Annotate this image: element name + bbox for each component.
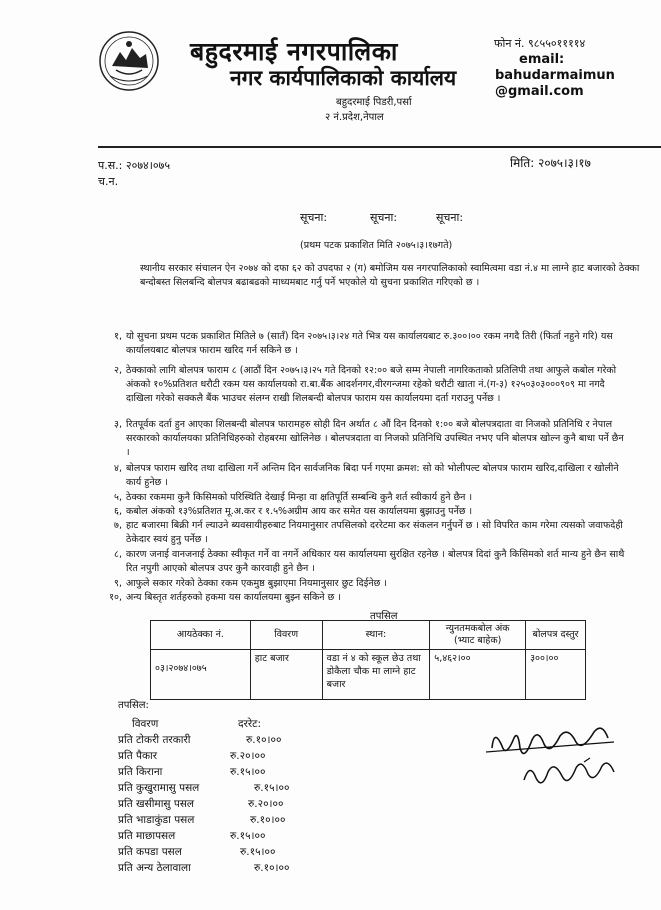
table-cell: ५,४६२।०० [430, 650, 526, 700]
address-line-1: बहुदरमाई पिडरी,पर्सा [336, 97, 412, 108]
item-text: अन्य बिस्तृत शर्तहरुको हकमा यस कार्यालयमा बुझ्न सकिने छ । [126, 592, 341, 603]
rate-label: प्रति कुखुरामासु पसल [118, 782, 200, 794]
notice-heading-2: सूचना: [370, 211, 398, 224]
item-number: ५, [114, 492, 122, 503]
rate-label: प्रति पैकार [118, 750, 158, 762]
first-published-date: (प्रथम पटक प्रकाशित मिति २०७५।३।१७गते) [300, 240, 453, 251]
item-number: १, [114, 331, 122, 342]
rates-col-rate: दररेट: [238, 718, 261, 730]
email-label: email: [519, 52, 565, 67]
table-header-cell: बोलपत्र दस्तुर [526, 621, 586, 650]
table-header-cell: स्थान: [322, 621, 430, 650]
handwritten-signature [484, 718, 634, 798]
table-cell: हाट बजार [250, 650, 322, 700]
item-text: कबोल अंकको १३%प्रतिशत मू.अ.कर र १.५%अग्रीम आय कर समेत यस कार्यालयमा बुझाउनु पर्नेछ । [126, 506, 473, 517]
item-text: रितपूर्वक दर्ता हुन आएका शिलबन्दी बोलपत्र फारामहरु सोही दिन अर्थात ८ औं दिन दिनको १:०० बजे बोलपत्रदाता वा निजको प्रतिनिधि र नेपाल सरकारको कार्यालयका प्रतिनिधिहरुको रोहबरमा खोलिनेछ । बोलपत्रदाता वा निजको प्रतिनिधि उपस्थित नभए पनि बोलपत्र खोल्न कुनै बाधा पर्ने छैन । [126, 419, 624, 458]
table-row [151, 650, 586, 700]
item-text: यो सुचना प्रथम पटक प्रकाशित मितिले ७ (सातँ) दिन २०७५।३।२४ गते भित्र यस कार्यालयबाट रु.३००।०० रकम नगदै तिरी (फिर्ता नहुने गरि) यस कार्यालयबाट बोलपत्र फाराम खरिद गर्न सकिने छ । [126, 331, 613, 356]
rate-value: रु.१५।०० [254, 782, 290, 794]
rate-value: रु.१०।०० [254, 862, 290, 874]
notice-heading-1: सूचना: [300, 211, 328, 224]
item-number: ३, [114, 419, 122, 430]
reference-cn: च.न. [98, 175, 119, 188]
rate-value: रु.१५।०० [230, 830, 266, 842]
item-number: ४, [114, 463, 122, 474]
notice-heading-3: सूचना: [436, 211, 464, 224]
contract-fee-table [150, 620, 586, 700]
email-address-part-2: @gmail.com [495, 84, 584, 99]
rates-title: तपसिल: [118, 700, 149, 711]
rate-label: प्रति माछापसल [118, 830, 176, 842]
notice-intro: स्थानीय सरकार संचालन ऐन २०७४ को दफा ६२ को उपदफा २ (ग) बमोजिम यस नगरपालिकाको स्वामित्वमा वडा नं.४ मा लाग्ने हाट बजारको ठेक्का बन्दोबस्त सिलबन्दि बोलपत्र बढाबढको माध्यमबाट गर्नु पर्ने भएकोले यो सुचना प्रकाशित गरिएको छ । [140, 263, 640, 288]
table-cell: ३००।०० [526, 650, 586, 700]
rate-value: रु.१५।०० [240, 846, 276, 858]
header-divider [98, 146, 661, 148]
item-number: १०, [109, 592, 122, 603]
table-header-cell: न्युनतमकबोल अंक (भ्याट बाहेक) [430, 621, 526, 650]
table-header-cell: विवरण [250, 621, 322, 650]
rate-value: रु.२०।०० [248, 798, 284, 810]
reference-ps: प.स.: २०७४।०७५ [98, 159, 171, 172]
office-name: नगर कार्यपालिकाको कार्यालय [230, 66, 457, 90]
table-cell: वडा नं ४ को स्कूल छेउ तथा डोकैला चौक मा लाग्ने हाट बजार [322, 650, 430, 700]
table-header-row [151, 621, 586, 650]
rate-label: प्रति भाडाकुंडा पसल [118, 814, 195, 826]
item-number: ६, [114, 506, 122, 517]
item-number: ९, [114, 578, 122, 589]
org-name: बहुदरमाई नगरपालिका [190, 37, 398, 66]
document-date: मिति: २०७५।३।१७ [510, 156, 591, 170]
table-cell: ०३।२०७४।०७५ [151, 650, 251, 700]
item-text: हाट बजारमा बिक्री गर्न ल्याउने ब्यवसायीहरुबाट नियमानुसार तपसिलको दररेटमा कर संकलन गर्नुपर्ने छ । सो विपरित काम गरेमा त्यसको जवाफदेही ठेकेदार स्वयं हुनु पर्नेछ । [126, 520, 623, 545]
item-text: बोलपत्र फाराम खरिद तथा दाखिला गर्ने अन्तिम दिन सार्वजनिक बिदा पर्न गएमा क्रमश: सो को भोलीपल्ट बोलपत्र फाराम खरिद,दाखिला र खोलीने कार्य हुनेछ । [126, 463, 619, 488]
rate-label: प्रति अन्य ठेलावाला [118, 862, 191, 874]
rates-col-description: विवरण [132, 718, 159, 730]
tapasil-center-label: तपसिल [370, 611, 398, 622]
table-header-cell: आयठेक्का नं. [151, 621, 251, 650]
rate-value: रु.१५।०० [230, 766, 266, 778]
item-number: ८, [114, 549, 122, 560]
rate-value: रु.२०।०० [230, 750, 266, 762]
rate-label: प्रति टोकरी तरकारी [118, 734, 191, 746]
item-number: ७, [114, 520, 122, 531]
rate-label: प्रति किराना [118, 766, 163, 778]
rate-value: रु.१०।०० [246, 734, 282, 746]
item-text: ठेक्का रकममा कुनै किसिमको परिस्थिति देखाई मिन्हा वा क्षतिपूर्ति सम्बन्धि कुनै शर्त स्वीकार्य हुने छैन । [126, 492, 473, 503]
address-line-2: २ नं.प्रदेश,नेपाल [325, 112, 384, 123]
rate-value: रु.१०।०० [250, 814, 286, 826]
item-text: कारण जनाई वानजनाई ठेक्का स्वीकृत गर्ने वा नगर्ने अधिकार यस कार्यालयमा सुरक्षित रहनेछ । बोलपत्र दिदां कुनै किसिमको शर्त मान्य हुने छैन साथै रित नपुगी आएको बोलपत्र उपर कुनै कारवाही हुने छैन । [126, 549, 625, 574]
rate-label: प्रति खसीमासु पसल [118, 798, 195, 810]
rate-label: प्रति कपडा पसल [118, 846, 182, 858]
item-text: आफुले सकार गरेको ठेक्का रकम एकमुष्ठ बुझाएमा नियमानुसार छुट दिईनेछ । [126, 578, 387, 589]
phone-number: फोन नं. ९८५५०११११४ [494, 37, 586, 50]
nepal-emblem-logo [98, 30, 160, 92]
item-number: २, [114, 365, 122, 376]
email-address-part-1: bahudarmaimun [495, 68, 615, 83]
item-text: ठेक्काको लागि बोलपत्र फाराम ८ (आठौं दिन २०७५।३।२५ गते दिनको १२:०० बजे सम्म नेपाली नागरिकताको प्रतिलिपी तथा आफुले कबोल गरेको अंकको १०%प्रतिशत धरौटी रकम यस कार्यालयको रा.बा.बैंक आदर्शनगर,वीरगन्जमा रहेको धरौटी खाता नं.(ग-३) १२५०३०३०००९०९ मा नगदै दाखिला गरेको सक्कलै बैंक भाउचर संलग्न राखी शिलबन्दी बोलपत्र फाराम यस कार्यालयमा दर्ता गराउनु पर्नेछ । [126, 365, 617, 404]
